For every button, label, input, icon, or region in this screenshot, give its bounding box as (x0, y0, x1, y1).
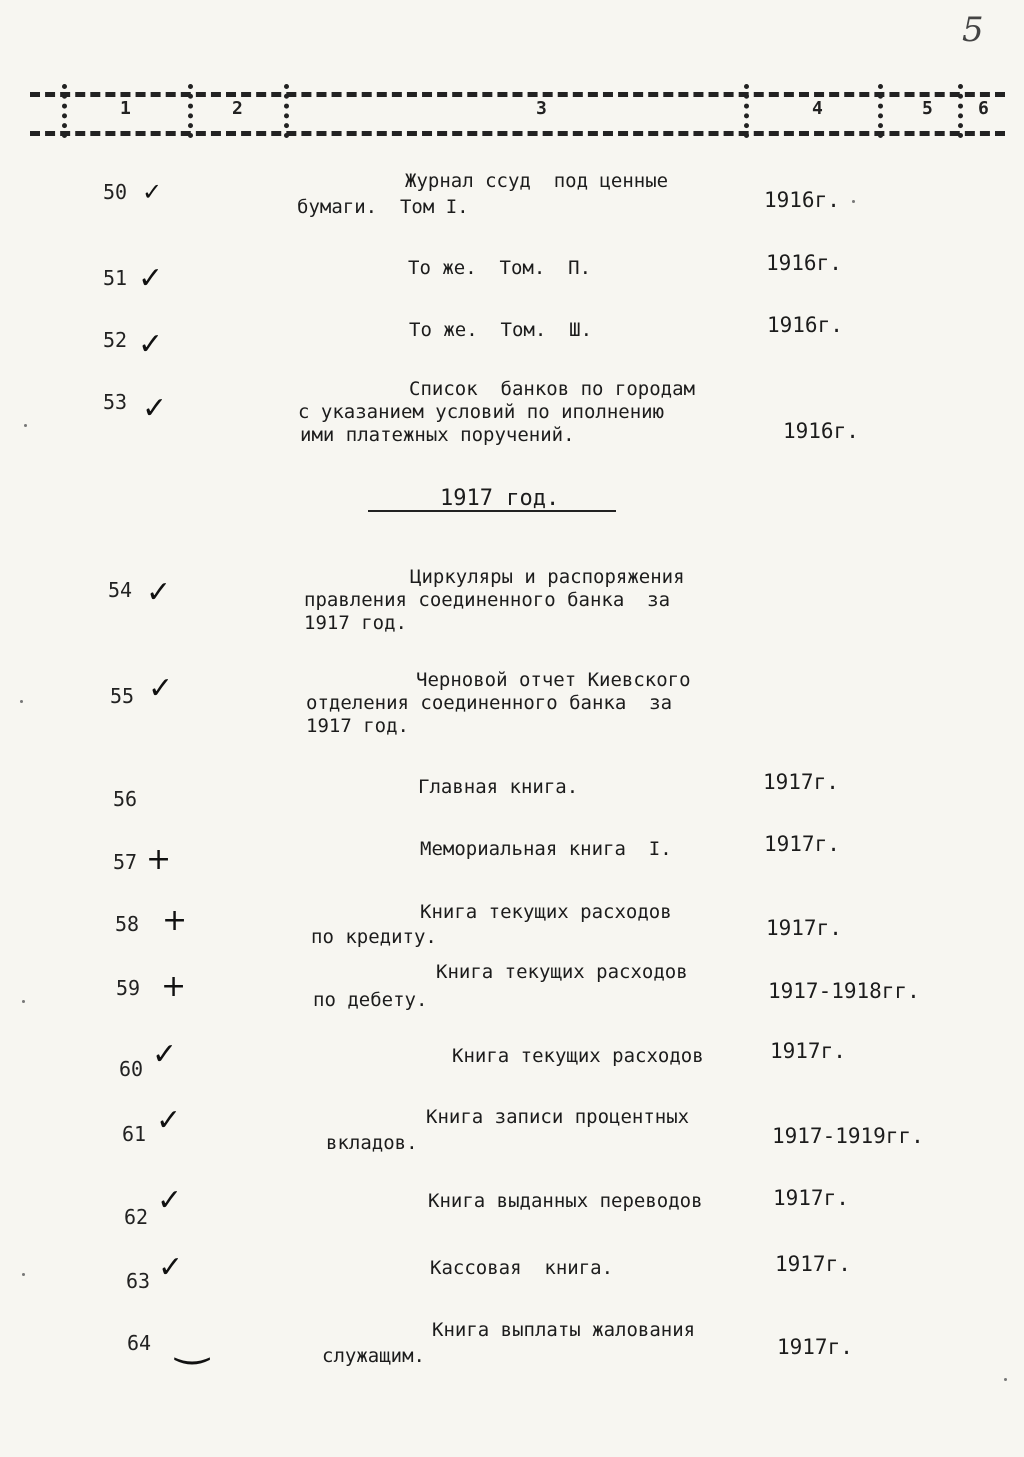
entry-number: 64 (127, 1331, 152, 1355)
scan-speck (852, 200, 855, 203)
entry-number: 52 (103, 328, 128, 352)
plus-mark-icon: + (162, 903, 188, 938)
entry-year: 1916г. (767, 313, 843, 337)
entry-title-line: Книга выплаты жалования (432, 1319, 696, 1341)
header-separator (188, 84, 193, 138)
entry-title-line: Книга записи процентных (426, 1106, 690, 1128)
entry-title-line: Кассовая книга. (430, 1257, 614, 1279)
entry-number: 62 (124, 1205, 149, 1229)
entry-year: 1917г. (770, 1039, 846, 1063)
check-mark-icon: ✓ (146, 575, 172, 610)
entry-year: 1917г. (764, 832, 840, 856)
entry-title-line: Черновой отчет Киевского (416, 669, 691, 691)
entry-title-line: То же. Том. П. (408, 257, 592, 279)
entry-title-line: Книга текущих расходов (420, 901, 672, 923)
entry-title-line: правления соединенного банка за (304, 589, 671, 611)
entry-number: 61 (122, 1122, 147, 1146)
entry-year: 1917г. (775, 1252, 851, 1276)
sheet-number: 5 (962, 10, 984, 50)
scan-speck (24, 424, 27, 427)
entry-year: 1917-1918гг. (768, 979, 920, 1003)
entry-title-line: по кредиту. (311, 926, 437, 948)
entry-number: 57 (113, 850, 138, 874)
entry-title-line: отделения соединенного банка за (306, 692, 673, 714)
entry-title-line: Главная книга. (418, 776, 579, 798)
header-col-6: 6 (978, 98, 989, 119)
header-separator (958, 84, 963, 138)
entry-year: 1916г. (766, 251, 842, 275)
entry-title-line: служащим. (322, 1345, 425, 1367)
entry-year: 1916г. (783, 419, 859, 443)
header-separator (62, 84, 67, 138)
plus-mark-icon: + (146, 842, 172, 877)
header-col-4: 4 (812, 98, 823, 119)
entry-title-line: 1917 год. (306, 715, 409, 737)
entry-number: 55 (110, 684, 135, 708)
header-col-3: 3 (536, 98, 547, 119)
entry-title-line: с указанием условий по иполнению (298, 401, 665, 423)
entry-title-line: Циркуляры и распоряжения (410, 566, 685, 588)
entry-title-line: Мемориальная книга I. (420, 838, 672, 860)
entry-title-line: Список банков по городам (409, 378, 695, 400)
entry-title-line: 1917 год. (304, 612, 407, 634)
entry-title-line: ими платежных поручений. (300, 424, 575, 446)
entry-year: 1917г. (777, 1335, 853, 1359)
header-separator (284, 84, 289, 138)
entry-title-line: по дебету. (313, 989, 428, 1011)
entry-year: 1917г. (773, 1186, 849, 1210)
header-col-1: 1 (120, 98, 131, 119)
scan-speck (22, 1000, 25, 1003)
entry-title-line: Книга текущих расходов (452, 1045, 704, 1067)
entry-title-line: Книга текущих расходов (436, 961, 688, 983)
entry-number: 54 (108, 578, 133, 602)
entry-year: 1917-1919гг. (772, 1124, 924, 1148)
entry-number: 58 (115, 912, 140, 936)
entry-number: 56 (113, 787, 138, 811)
entry-title-line: Журнал ссуд под ценные (405, 170, 669, 192)
scan-speck (1004, 1378, 1007, 1381)
entry-title-line: То же. Том. Ш. (409, 319, 593, 341)
entry-number: 59 (116, 976, 141, 1000)
header-rule-bottom (30, 131, 1005, 136)
stroke-mark-icon: ‿ (176, 1319, 209, 1365)
section-heading-underline (368, 510, 616, 512)
check-mark-icon: ✓ (138, 261, 164, 296)
header-rule-top (30, 92, 1005, 97)
entry-year: 1917г. (766, 916, 842, 940)
header-col-2: 2 (232, 98, 243, 119)
entry-title-line: бумаги. Том I. (297, 196, 469, 218)
entry-number: 63 (126, 1269, 151, 1293)
scan-speck (22, 1273, 25, 1276)
entry-title-line: Книга выданных переводов (428, 1190, 703, 1212)
check-mark-icon: ✓ (157, 1183, 183, 1218)
entry-number: 60 (119, 1057, 144, 1081)
entry-number: 50 (103, 180, 128, 204)
header-separator (744, 84, 749, 138)
check-mark-icon: ✓ (142, 178, 163, 206)
check-mark-icon: ✓ (142, 391, 168, 426)
check-mark-icon: ✓ (152, 1037, 178, 1072)
plus-mark-icon: + (161, 969, 187, 1004)
check-mark-icon: ✓ (156, 1103, 182, 1138)
entry-number: 53 (103, 390, 128, 414)
entry-year: 1917г. (763, 770, 839, 794)
header-separator (878, 84, 883, 138)
header-col-5: 5 (922, 98, 933, 119)
check-mark-icon: ✓ (158, 1250, 184, 1285)
entry-title-line: вкладов. (326, 1132, 418, 1154)
section-heading: 1917 год. (440, 486, 560, 511)
entry-number: 51 (103, 266, 128, 290)
check-mark-icon: ✓ (148, 671, 174, 706)
check-mark-icon: ✓ (138, 327, 164, 362)
entry-year: 1916г. (764, 188, 840, 212)
scan-speck (20, 700, 23, 703)
